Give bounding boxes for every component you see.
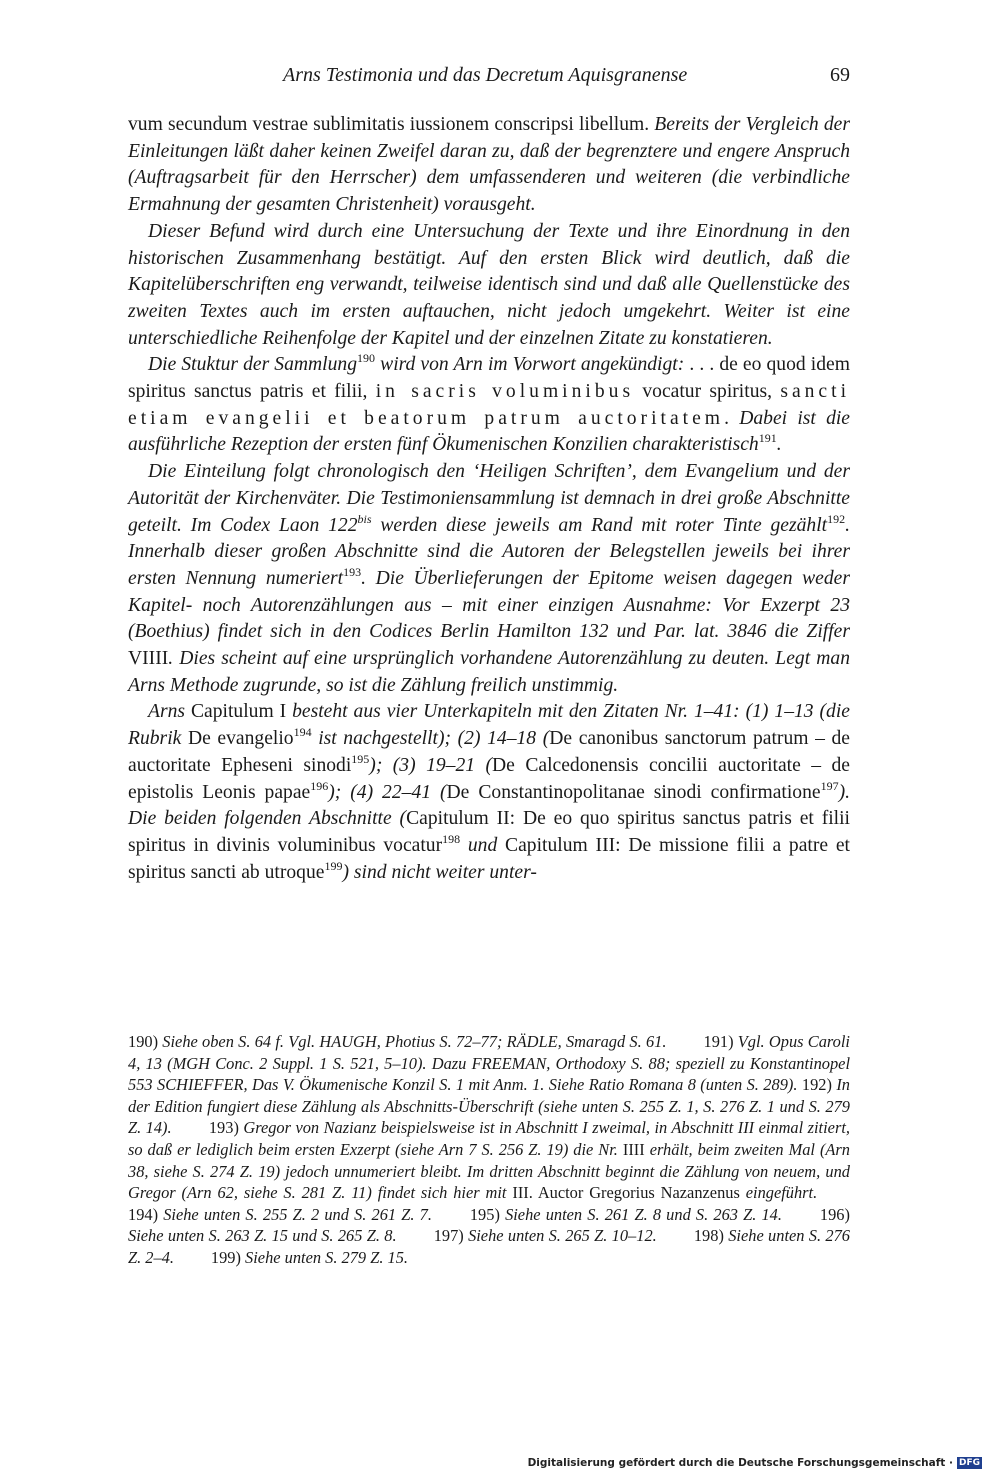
running-title: Arns Testimonia und das Decretum Aquisgranense [283, 64, 688, 86]
footnote-ref-199[interactable]: 199 [324, 858, 343, 873]
footnote-block [128, 1031, 850, 1269]
page-header [128, 60, 850, 90]
text-run: Die Stuktur der Sammlung [148, 354, 358, 376]
text-run: Dieser Befund wird durch eine Untersuchung der Texte und ihre Einordnung in den historischen Zusammenhang bestätigt. Auf den ersten Blick wird deutlich, daß die Kapitelüberschriften eng verwandt, teilweise identisch sind und daß alle Quellenstücke des zweiten Textes auch im ersten auftauchen, nicht jedoch umgekehrt. Weiter ist eine unterschiedliche Reihenfolge der Kapitel und der einzelnen Zitate zu konstatieren. [128, 220, 850, 349]
text-run: vocatur spiritus, [634, 381, 781, 403]
footnote-193-end: eingeführt. [739, 1183, 818, 1203]
text-run: Capitulum I [190, 701, 287, 723]
footnote-quote: III. Auctor Gregorius Nazanzenus [512, 1183, 740, 1203]
paragraph-2 [128, 219, 850, 353]
footnote-ref-195[interactable]: 195 [351, 751, 370, 766]
funding-text: Digitalisierung gefördert durch die Deutsche Forschungsgemeinschaft · [527, 1457, 953, 1469]
footnote-number-190: 190) [128, 1032, 163, 1051]
footnote-193: Gregor von Nazianz beispielsweise ist in Abschnitt I zweimal, in Abschnitt III einmal zitiert, so daß er lediglich beim ersten Exzerpt (siehe Arn 7 S. 256 Z. 19) die Nr. [128, 1118, 850, 1159]
footnote-191: Vgl. Opus Caroli 4, 13 (MGH Conc. 2 Suppl. 1 S. 521, 5–10). Dazu FREEMAN, Orthodoxy S. 88; speziell zu Konstantinopel 553 SCHIEFFER, Das V. Ökumenische Konzil S. 1 mit Anm. 1. Siehe Ratio Romana 8 (unten S. 289). [128, 1032, 850, 1095]
spaced-quote: sancti etiam evangelii et beatorum patrum auctoritatem [128, 381, 851, 429]
footnote-198: Siehe unten S. 276 Z. 2–4. [128, 1226, 850, 1267]
text-run: . . . de eo quod idem spiritus sanctus patris et filii, [128, 354, 850, 403]
main-text [128, 112, 850, 886]
footnote-194: Siehe unten S. 255 Z. 2 und S. 261 Z. 7. [163, 1204, 432, 1224]
text-run: und [460, 834, 506, 856]
text-run: Capitulum II: De eo quo spiritus sanctus patris et filii spiritus in divinis voluminibus vocatur [128, 808, 850, 856]
footnote-ref-190[interactable]: 190 [357, 351, 376, 366]
footnote-number-195: 195) [469, 1204, 506, 1224]
footnote-199: Siehe unten S. 279 Z. 15. [245, 1247, 409, 1267]
text-run: De Calcedonensis concilii auctoritate – de epistolis Leonis papae [128, 754, 850, 803]
text-run: Capitulum III: De missione filii a patre et spiritus sancti ab utroque [128, 834, 850, 883]
paragraph-4 [128, 459, 850, 699]
footnote-ref-191[interactable]: 191 [758, 431, 777, 446]
roman-numeral: VIIII [128, 648, 169, 670]
text-run: Arns [148, 701, 191, 723]
footnote-197: Siehe unten S. 265 Z. 10–12. [468, 1226, 657, 1246]
text-run: . [724, 407, 740, 429]
footnote-number-196: 196) [819, 1204, 850, 1224]
dfg-logo-icon: DFG [958, 1458, 980, 1468]
page-number: 69 [830, 64, 850, 86]
text-run: ). Die beiden folgenden Abschnitte ( [128, 781, 851, 830]
footnote-ref-194[interactable]: 194 [293, 725, 312, 740]
footnote-ref-198[interactable]: 198 [442, 831, 461, 846]
text-run: . Die Überlieferungen der Epitome weisen dagegen weder Kapitel- noch Autorenzählungen aus – mit einer einzigen Ausnahme: Vor Exzerpt 23 (Boethius) findet sich in den Codices Berlin Hamilton 132 und Par. lat. 3846 die Ziffer [128, 567, 850, 643]
text-run: . [776, 434, 782, 456]
footnote-ref-193[interactable]: 193 [343, 564, 362, 579]
footnote-192: In der Edition fungiert diese Zählung als Abschnitts-Überschrift (siehe unten S. 255 Z. 1, S. 276 Z. 1 und S. 279 Z. 14). [128, 1075, 850, 1138]
text-run: vum secundum vestrae sublimitatis iussionem conscripsi libellum. [128, 114, 655, 135]
footnote-number-199: 199) [210, 1247, 246, 1267]
text-run: ); (4) 22–41 ( [328, 781, 447, 803]
footnote-190: Siehe oben S. 64 f. Vgl. HAUGH, Photius S. 72–77; RÄDLE, Smaragd S. 61. [162, 1032, 667, 1051]
text-run: De evangelio [187, 728, 294, 750]
text-run: Bereits der Vergleich der Einleitungen läßt daher keinen Zweifel daran zu, daß der begrenztere und engere Anspruch (Auftragsarbeit für den Herrscher) dem umfassenderen und weiteren (die verbindliche Ermahnung der gesamten Christenheit) vorausgeht. [128, 114, 850, 216]
footnote-193-cont: erhält, beim zweiten Mal (Arn 38, siehe S. 274 Z. 19) jedoch unnumeriert bleibt. Im dritten Abschnitt beginnt die Zählung von neuem, und Gregor (Arn 62, siehe S. 281 Z. 11) findet sich hier mit [128, 1139, 850, 1203]
text-run: Die Einteilung folgt chronologisch den ‘Heiligen Schriften’, dem Evangelium und der Autorität der Kirchenväter. Die Testimoniensammlung ist demnach in drei große Abschnitte geteilt. Im Codex Laon 122 [128, 461, 850, 536]
text-run: Dabei ist die ausführliche Rezeption der ersten fünf Ökumenischen Konzilien charakteristisch [128, 407, 851, 456]
text-run: . Dies scheint auf eine ursprünglich vorhandene Autorenzählung zu deuten. Legt man Arns Methode zugrunde, so ist die Zählung freilich unstimmig. [128, 648, 850, 696]
text-run: ); (3) 19–21 ( [369, 754, 493, 776]
text-run: . Innerhalb dieser großen Abschnitte sind die Autoren der Belegstellen jeweils bei ihrer ersten Nennung numeriert [128, 514, 850, 589]
footnote-ref-197[interactable]: 197 [820, 778, 839, 793]
text-run: wird von Arn im Vorwort angekündigt: [375, 354, 690, 376]
footnote-number-192: 192) [801, 1075, 837, 1095]
superscript-bis: bis [357, 511, 372, 526]
paragraph-5 [128, 699, 850, 886]
paragraph-1 [128, 112, 850, 219]
footnote-number-193: 193) [208, 1118, 244, 1138]
spaced-quote: in sacris voluminibus [375, 381, 635, 403]
text-run: besteht aus vier Unterkapiteln mit den Zitaten Nr. 1–41: (1) 1–13 (die Rubrik [128, 701, 850, 750]
text-run: ) sind nicht weiter unter- [342, 861, 537, 883]
text-run: werden diese jeweils am Rand mit roter Tinte gezählt [371, 514, 828, 536]
footnote-number-198: 198) [693, 1226, 729, 1246]
text-run: ist nachgestellt); (2) 14–18 ( [311, 728, 550, 750]
footnote-ref-196[interactable]: 196 [310, 778, 329, 793]
footnote-number-194: 194) [128, 1204, 164, 1224]
funding-notice [528, 1456, 982, 1470]
footnote-ref-192[interactable]: 192 [827, 511, 846, 526]
paragraph-3 [128, 352, 850, 459]
text-run: De Constantinopolitanae sinodi confirmatione [446, 781, 821, 803]
footnote-195: Siehe unten S. 261 Z. 8 und S. 263 Z. 14. [505, 1204, 782, 1224]
footnote-number-191: 191) [703, 1032, 738, 1051]
text-run: De canonibus sanctorum patrum – de auctoritate Epheseni sinodi [128, 728, 850, 776]
roman-numeral: IIII [622, 1139, 645, 1159]
footnote-number-197: 197) [433, 1226, 469, 1246]
footnote-196: Siehe unten S. 263 Z. 15 und S. 265 Z. 8. [128, 1226, 397, 1246]
footnotes [128, 1031, 850, 1269]
